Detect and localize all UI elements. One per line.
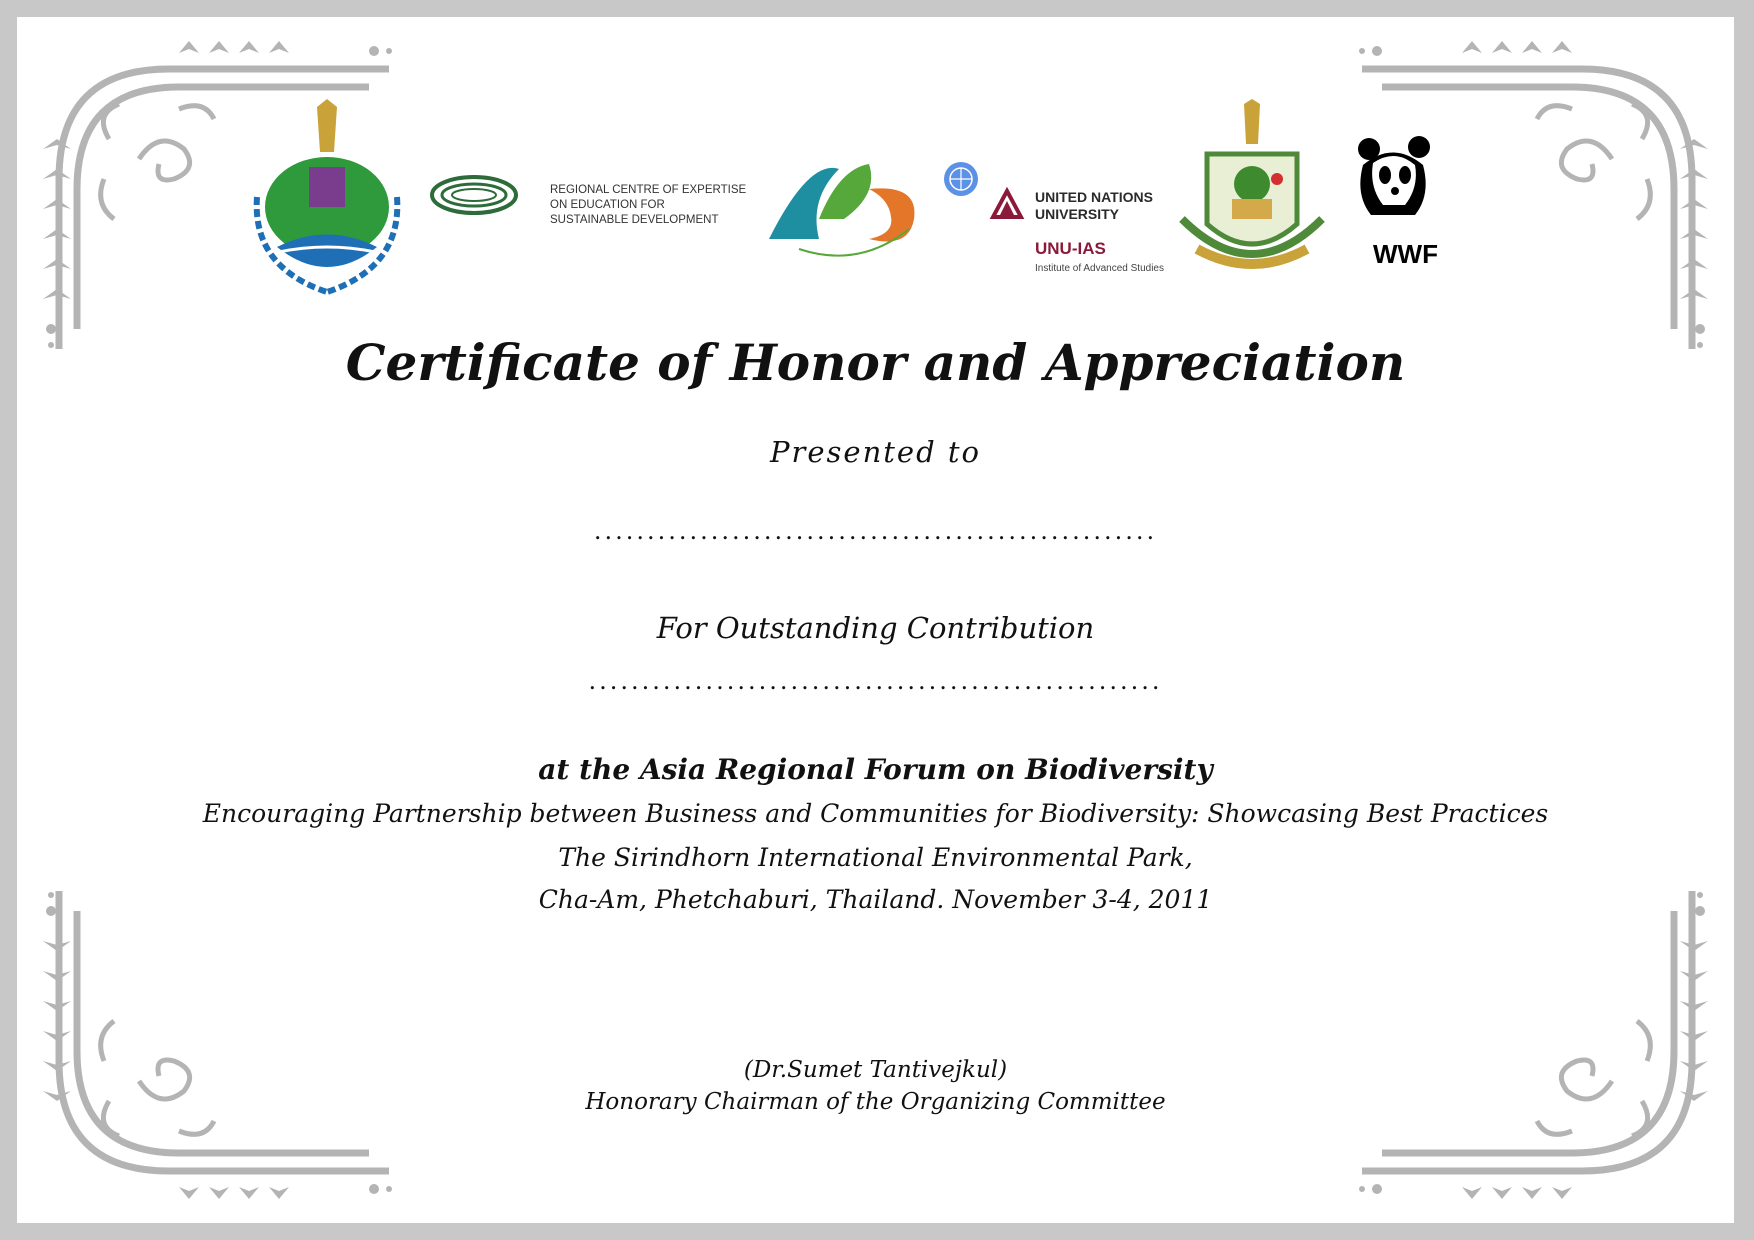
sirindhorn-park-emblem-icon bbox=[247, 97, 427, 297]
unu-ias-subtitle: Institute of Advanced Studies bbox=[1035, 263, 1164, 274]
rce-logo-icon bbox=[429, 169, 519, 219]
wwf-label: WWF bbox=[1373, 239, 1438, 269]
unu-ias-text: UNU-IAS bbox=[1035, 239, 1106, 258]
acb-logo-icon bbox=[759, 159, 929, 259]
recipient-name-blank: ..................................................... bbox=[593, 517, 1158, 545]
signer-title: Honorary Chairman of the Organizing Committee bbox=[585, 1089, 1166, 1115]
contribution-blank: ...................................................... bbox=[588, 667, 1163, 695]
unu-logo-icon bbox=[989, 187, 1025, 227]
wwf-panda-icon bbox=[1351, 135, 1441, 215]
un-emblem-icon bbox=[941, 159, 981, 199]
corner-ornament-bottom-right bbox=[1342, 871, 1722, 1211]
rce-logo-text: REGIONAL CENTRE OF EXPERTISE ON EDUCATION FOR SUSTAINABLE DEVELOPMENT bbox=[550, 184, 747, 226]
contribution-label: For Outstanding Contribution bbox=[656, 611, 1095, 645]
corner-ornament-bottom-left bbox=[29, 871, 409, 1211]
venue-name: The Sirindhorn International Environmental Park, bbox=[558, 843, 1193, 872]
location-date: Cha-Am, Phetchaburi, Thailand. November 3-4, 2011 bbox=[538, 885, 1213, 914]
royal-crest-icon bbox=[1172, 99, 1332, 284]
forum-theme: Encouraging Partnership between Business and Communities for Biodiversity: Showcasing Best Practices bbox=[202, 799, 1549, 828]
unu-name-text: UNITED NATIONS UNIVERSITY bbox=[1035, 189, 1153, 222]
presented-to-label: Presented to bbox=[770, 435, 981, 469]
certificate-sheet bbox=[17, 17, 1734, 1223]
signer-name: (Dr.Sumet Tantivejkul) bbox=[743, 1057, 1008, 1083]
forum-name: at the Asia Regional Forum on Biodiversity bbox=[538, 753, 1213, 786]
certificate-title: Certificate of Honor and Appreciation bbox=[345, 333, 1406, 392]
